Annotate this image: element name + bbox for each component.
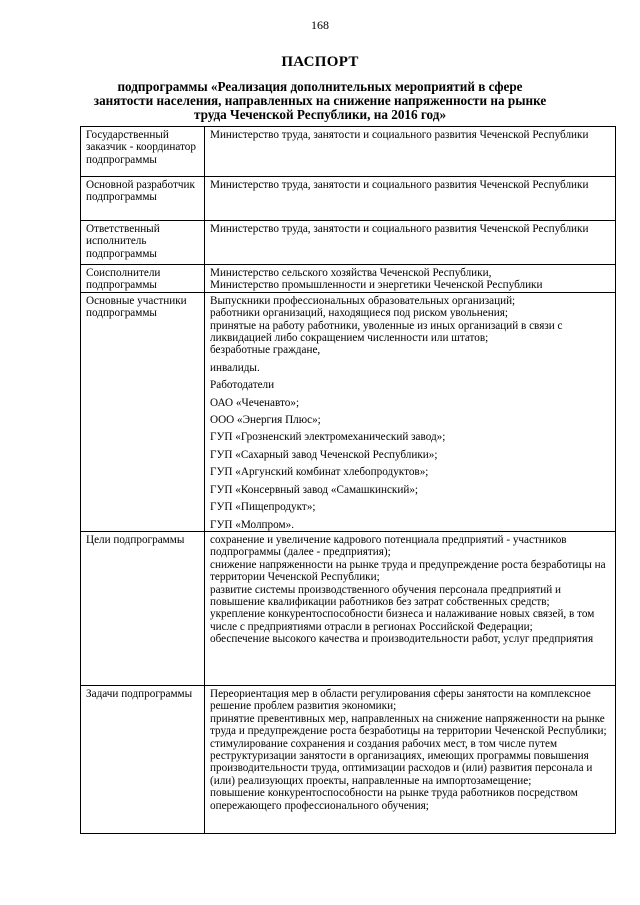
- row-value-line: повышение конкурентоспособности на рынке труда работников посредством опережающего профессионального обучения;: [210, 787, 578, 812]
- row-label: Задачи подпрограммы: [81, 685, 205, 833]
- row-value-line: Министерство промышленности и энергетики Чеченской Республики: [210, 279, 543, 292]
- row-value-line: работники организаций, находящиеся под риском увольнения;: [210, 307, 508, 320]
- row-label: Основной разработчик подпрограммы: [81, 177, 205, 221]
- page-number: 168: [311, 18, 329, 32]
- passport-row: [81, 221, 616, 265]
- row-value-line: безработные граждане,: [210, 344, 321, 357]
- row-value-line: Министерство труда, занятости и социального развития Чеченской Республики: [210, 129, 589, 141]
- row-value: [205, 177, 616, 221]
- row-value: [205, 531, 616, 685]
- passport-row: [81, 265, 616, 293]
- row-label: Соисполнители подпрограммы: [81, 265, 205, 293]
- passport-row: [81, 292, 616, 531]
- row-label: Государственный заказчик - координатор подпрограммы: [81, 127, 205, 177]
- row-value-line: ГУП «Пищепродукт»;: [210, 501, 316, 514]
- row-value-line: ГУП «Грозненский электромеханический завод»;: [210, 431, 446, 444]
- row-label: Основные участники подпрограммы: [81, 292, 205, 531]
- row-value-line: ГУП «Молпром».: [210, 518, 294, 531]
- row-value: [205, 292, 616, 531]
- row-value-line: развитие системы производственного обучения персонала предприятий и повышение квалификации работников без затрат собственных средств;: [210, 583, 562, 608]
- row-value-line: Работодатели: [210, 379, 275, 392]
- row-value-line: ОАО «Чеченавто»;: [210, 396, 300, 409]
- row-label: Ответственный исполнитель подпрограммы: [81, 221, 205, 265]
- passport-row: [81, 127, 616, 177]
- row-value-line: ГУП «Сахарный завод Чеченской Республики»;: [210, 448, 438, 461]
- row-value-line: Переориентация мер в области регулирования сферы занятости на комплексное решение проблем развития экономики;: [210, 687, 591, 713]
- row-value: [205, 685, 616, 833]
- row-value-line: стимулирование сохранения и создания рабочих мест, в том числе путем реструктуризации занятости в организациях, имеющих программы повышения производительности труда, оптимизации расходов и (или) развития персонала и (или) реализующих проекты, направленные на импортозамещение;: [210, 737, 593, 787]
- row-value-line: снижение напряженности на рынке труда и предупреждение роста безработицы на территории Чеченской Республики;: [210, 558, 606, 584]
- passport-table-body: [81, 127, 616, 834]
- row-value-line: укрепление конкурентоспособности бизнеса и налаживание новых связей, в том числе с предприятиями отрасли в регионах Российской Федерации;: [210, 608, 595, 633]
- row-value: [205, 127, 616, 177]
- row-value-line: обеспечение высокого качества и производительности работ, услуг предприятия: [210, 633, 594, 646]
- row-value: [205, 265, 616, 293]
- row-value-line: Министерство сельского хозяйства Чеченской Республики,: [210, 267, 492, 279]
- row-value-line: Министерство труда, занятости и социального развития Чеченской Республики: [210, 179, 589, 191]
- row-value-line: принятие превентивных мер, направленных на снижение напряженности на рынке труда и предупреждение роста безработицы на территории Чеченской Республики;: [210, 712, 607, 738]
- row-value: [205, 221, 616, 265]
- document-subtitle: подпрограммы «Реализация дополнительных мероприятий в сфере занятости населения, направленных на снижение напряженности на рынке труда Чеченской Республики, на 2016 год»: [93, 79, 547, 122]
- row-value-line: сохранение и увеличение кадрового потенциала предприятий - участников подпрограммы (далее - предприятия);: [210, 533, 567, 559]
- passport-row: [81, 685, 616, 833]
- document-title: ПАСПОРТ: [281, 54, 359, 70]
- row-value-line: Выпускники профессиональных образовательных организаций;: [210, 294, 516, 307]
- passport-table: [80, 126, 616, 834]
- row-value-line: принятые на работу работники, уволенные из иных организаций в связи с ликвидацией либо сокращением численности или штатов;: [210, 319, 563, 345]
- row-value-line: ООО «Энергия Плюс»;: [210, 414, 321, 427]
- row-value-line: инвалиды.: [210, 361, 260, 374]
- row-value-line: Министерство труда, занятости и социального развития Чеченской Республики: [210, 223, 589, 235]
- passport-row: [81, 177, 616, 221]
- row-value-line: ГУП «Консервный завод «Самашкинский»;: [210, 483, 419, 496]
- passport-row: [81, 531, 616, 685]
- row-label: Цели подпрограммы: [81, 531, 205, 685]
- row-value-line: ГУП «Аргунский комбинат хлебопродуктов»;: [210, 466, 429, 479]
